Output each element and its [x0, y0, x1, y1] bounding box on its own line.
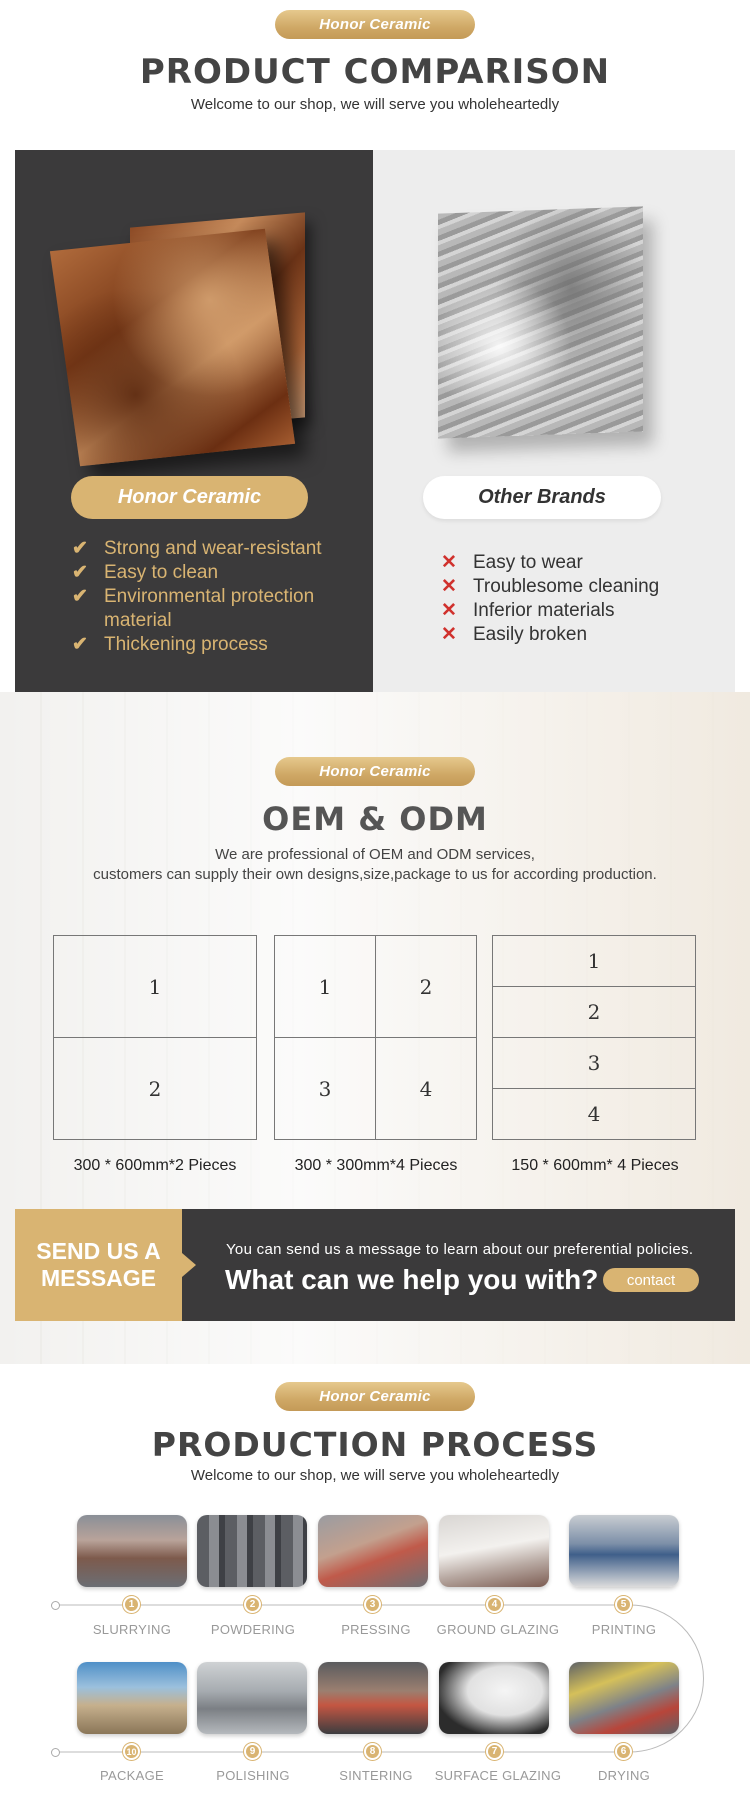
layout-cell: 4 — [587, 1102, 601, 1126]
feature-text: Environmental protection material — [104, 586, 315, 631]
step-number-badge: 2 — [244, 1596, 261, 1613]
other-brands-panel — [373, 150, 735, 692]
layout-cell: 3 — [493, 1038, 695, 1089]
feature-text: Troublesome cleaning — [473, 576, 660, 597]
layout-cell: 1 — [275, 936, 376, 1038]
section-subtitle-comparison: Welcome to our shop, we will serve you wholeheartedly — [190, 96, 560, 113]
list-item — [441, 599, 731, 623]
message-banner — [15, 1209, 735, 1321]
list-item — [441, 575, 731, 599]
ground-glazing-photo — [439, 1515, 549, 1587]
layout-diagram-2-pieces — [53, 935, 257, 1140]
honor-features-list — [72, 537, 362, 657]
sintering-photo — [318, 1662, 428, 1734]
step-label: SURFACE GLAZING — [434, 1768, 562, 1783]
message-info: You can send us a message to learn about our preferential policies. — [226, 1241, 694, 1258]
feature-text: Thickening process — [104, 634, 268, 655]
feature-text: Inferior materials — [473, 600, 615, 621]
surface-glazing-photo — [439, 1662, 549, 1734]
layout-cell: 4 — [419, 1076, 433, 1101]
layout-caption: 300 * 600mm*2 Pieces — [73, 1157, 237, 1174]
step-label: PACKAGE — [100, 1768, 164, 1783]
layout-cell: 2 — [148, 1076, 162, 1101]
slurrying-photo — [77, 1515, 187, 1587]
feature-text: Easy to wear — [473, 552, 583, 573]
layout-diagram-4-strips — [492, 935, 696, 1140]
timeline-start-dot — [51, 1601, 60, 1610]
grey-tile-image — [438, 206, 643, 438]
package-photo — [77, 1662, 187, 1734]
layout-diagram-4-squares — [274, 935, 477, 1140]
layout-cell: 3 — [275, 1038, 376, 1139]
brand-pill: Honor Ceramic — [275, 10, 475, 39]
honor-ceramic-badge: Honor Ceramic — [71, 476, 308, 519]
step-number-badge: 8 — [364, 1743, 381, 1760]
section-title-process: PRODUCTION PROCESS — [151, 1425, 599, 1464]
cross-icon: ✕ — [441, 624, 457, 645]
cross-icon: ✕ — [441, 576, 457, 597]
step-label: SINTERING — [339, 1768, 413, 1783]
step-label: POLISHING — [216, 1768, 290, 1783]
step-number-badge: 10 — [123, 1743, 140, 1760]
list-item — [72, 585, 362, 633]
oem-description-line1: We are professional of OEM and ODM services, — [215, 846, 535, 863]
step-number-badge: 1 — [123, 1596, 140, 1613]
timeline-end-dot — [51, 1748, 60, 1757]
printing-photo — [569, 1515, 679, 1587]
step-label: SLURRYING — [92, 1622, 172, 1637]
step-label: POWDERING — [210, 1622, 296, 1637]
step-label: PRINTING — [591, 1622, 657, 1637]
other-brands-features-list — [441, 551, 731, 647]
drying-photo — [569, 1662, 679, 1734]
cta-line1: SEND US A — [36, 1238, 161, 1264]
step-number-badge: 6 — [615, 1743, 632, 1760]
layout-cell: 1 — [54, 936, 256, 1038]
feature-text: Strong and wear-resistant — [104, 538, 322, 559]
cross-icon: ✕ — [441, 552, 457, 573]
step-number-badge: 5 — [615, 1596, 632, 1613]
step-number-badge: 3 — [364, 1596, 381, 1613]
feature-text: Easily broken — [473, 624, 588, 645]
arrow-right-icon — [182, 1253, 196, 1277]
step-number-badge: 4 — [486, 1596, 503, 1613]
feature-text: Easy to clean — [104, 562, 219, 583]
message-question: What can we help you with? — [225, 1264, 599, 1295]
list-item — [441, 623, 731, 647]
section-title-comparison: PRODUCT COMPARISON — [139, 52, 611, 92]
list-item — [72, 537, 362, 561]
list-item — [72, 561, 362, 585]
layout-cell: 2 — [493, 987, 695, 1038]
send-message-cta[interactable] — [15, 1209, 182, 1321]
layout-caption: 150 * 600mm* 4 Pieces — [511, 1157, 679, 1174]
oem-description-line2: customers can supply their own designs,size,package to us for according production. — [93, 866, 657, 883]
check-icon: ✔ — [72, 562, 88, 583]
cta-line2: MESSAGE — [40, 1265, 157, 1291]
layout-caption: 300 * 300mm*4 Pieces — [294, 1157, 458, 1174]
brand-pill: Honor Ceramic — [275, 1382, 475, 1411]
section-subtitle-process: Welcome to our shop, we will serve you wholeheartedly — [190, 1467, 560, 1484]
cross-icon: ✕ — [441, 600, 457, 621]
list-item — [441, 551, 731, 575]
brand-pill: Honor Ceramic — [275, 757, 475, 786]
polishing-photo — [197, 1662, 307, 1734]
step-number-badge: 9 — [244, 1743, 261, 1760]
check-icon: ✔ — [72, 586, 88, 607]
layout-cell: 2 — [376, 936, 476, 1038]
pressing-photo — [318, 1515, 428, 1587]
rust-tile-front-image — [50, 229, 295, 467]
step-label: DRYING — [597, 1768, 651, 1783]
list-item — [72, 633, 362, 657]
check-icon: ✔ — [72, 634, 88, 655]
contact-button[interactable]: contact — [603, 1268, 699, 1292]
layout-cell: 1 — [493, 936, 695, 987]
step-number-badge: 7 — [486, 1743, 503, 1760]
other-brands-badge: Other Brands — [423, 476, 661, 519]
section-title-oem: OEM & ODM — [262, 800, 488, 838]
check-icon: ✔ — [72, 538, 88, 559]
step-label: GROUND GLAZING — [436, 1622, 560, 1637]
step-label: PRESSING — [341, 1622, 411, 1637]
powdering-photo — [197, 1515, 307, 1587]
honor-ceramic-panel — [15, 150, 373, 692]
